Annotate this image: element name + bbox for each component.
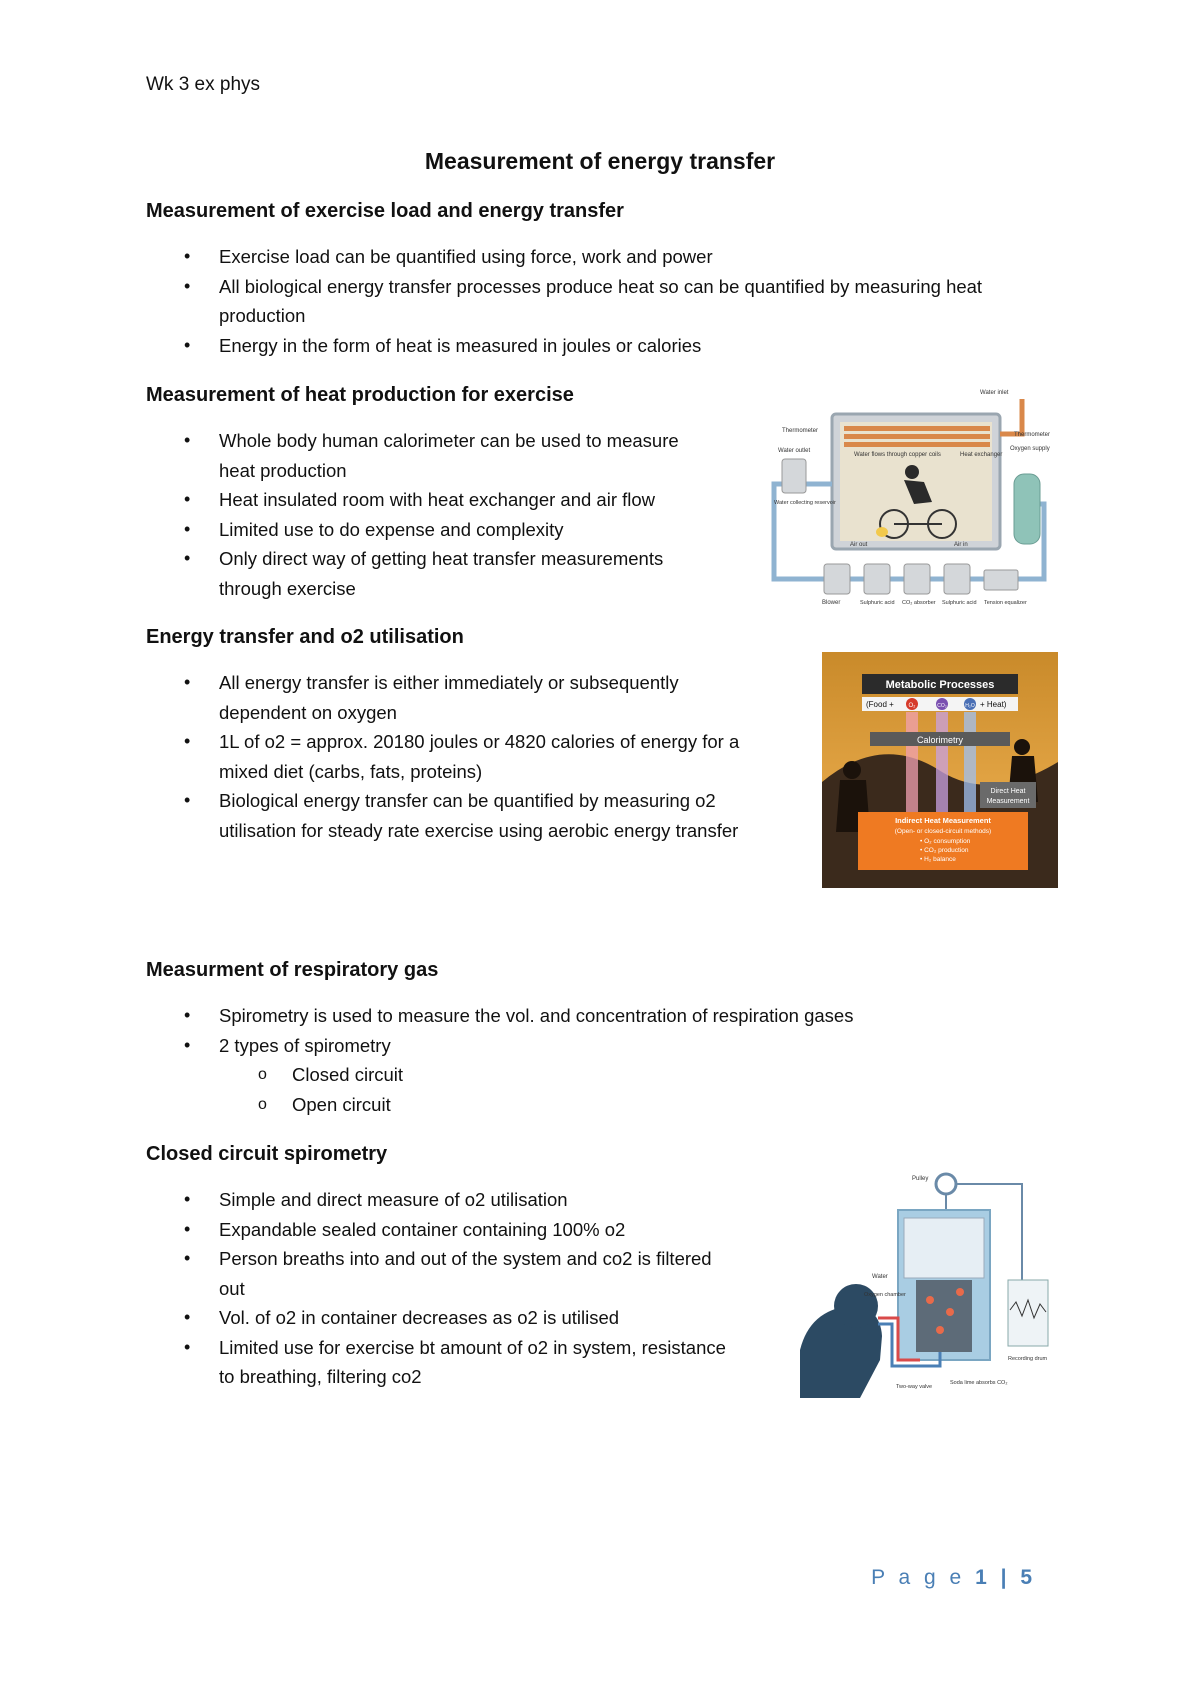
line: All biological energy transfer processes produce heat so can be quantified by measuring heat bbox=[219, 275, 983, 297]
indirect-item: • O₂ consumption bbox=[920, 838, 971, 845]
sub-list-item: o Open circuit bbox=[146, 1090, 1066, 1120]
page-separator: | bbox=[990, 1566, 1021, 1589]
metabolic-processes-figure bbox=[822, 652, 1058, 888]
page-number: 1 bbox=[975, 1566, 991, 1589]
bullet-list bbox=[146, 668, 806, 845]
sub-bullet-list bbox=[146, 1060, 1066, 1119]
cyclist-head bbox=[905, 465, 919, 479]
label: Thermometer bbox=[1014, 432, 1051, 438]
section-heading: Energy transfer and o2 utilisation bbox=[146, 626, 464, 648]
bubble bbox=[946, 1308, 954, 1316]
bubble bbox=[926, 1296, 934, 1304]
label: Soda lime absorbs CO₂ bbox=[950, 1380, 1008, 1386]
label: Blower bbox=[822, 600, 841, 606]
label: Sulphuric acid bbox=[942, 600, 977, 606]
section-heading: Closed circuit spirometry bbox=[146, 1143, 388, 1165]
bubble bbox=[956, 1288, 964, 1296]
line: to breathing, filtering co2 bbox=[219, 1366, 422, 1387]
list-item: • Heat insulated room with heat exchanger and air flow bbox=[146, 485, 746, 515]
indirect-item: • H₂ balance bbox=[920, 856, 956, 863]
list-item bbox=[146, 1244, 786, 1303]
bullet-list bbox=[146, 242, 1066, 360]
canister bbox=[904, 564, 930, 594]
section-closed-circuit bbox=[146, 1139, 786, 1392]
line: through exercise bbox=[219, 577, 356, 599]
list-item bbox=[146, 668, 806, 727]
list-item: • Vol. of o2 in container decreases as o2 is utilised bbox=[146, 1303, 786, 1333]
direct-label: Direct Heat bbox=[990, 788, 1026, 795]
line: heat production bbox=[219, 459, 347, 481]
canister bbox=[944, 564, 970, 594]
label: Thermometer bbox=[782, 428, 819, 434]
section-heat-production bbox=[146, 380, 746, 603]
page-footer bbox=[871, 1566, 1036, 1590]
label: Water collecting reservoir bbox=[774, 500, 836, 506]
equation-heat: + Heat) bbox=[980, 700, 1007, 709]
label: Sulphuric acid bbox=[860, 600, 895, 606]
equation-food: (Food + bbox=[866, 700, 894, 709]
page-total: 5 bbox=[1020, 1566, 1036, 1589]
label: Oxygen chamber bbox=[864, 1292, 906, 1298]
calorimetry-label: Calorimetry bbox=[916, 735, 964, 745]
section-respiratory-gas bbox=[146, 955, 1066, 1119]
line: out bbox=[219, 1277, 245, 1299]
label: CO₂ absorber bbox=[902, 600, 936, 606]
bullet-list bbox=[146, 1001, 1066, 1060]
h2o-label: H₂O bbox=[965, 703, 975, 709]
line: Limited use for exercise bt amount of o2 in system, resistance bbox=[219, 1336, 726, 1358]
equalizer bbox=[984, 570, 1018, 590]
list-item: • Expandable sealed container containing 100% o2 bbox=[146, 1215, 786, 1245]
section-o2-utilisation bbox=[146, 622, 806, 845]
line: Biological energy transfer can be quantified by measuring o2 bbox=[219, 790, 716, 811]
canister bbox=[864, 564, 890, 594]
coil bbox=[844, 434, 990, 439]
list-item bbox=[146, 272, 1066, 331]
list-item bbox=[146, 544, 746, 603]
list-item: • Exercise load can be quantified using force, work and power bbox=[146, 242, 1066, 272]
running-header: Wk 3 ex phys bbox=[146, 74, 261, 95]
bullet-list bbox=[146, 1185, 786, 1392]
line: dependent on oxygen bbox=[219, 701, 397, 723]
line: 1L of o2 = approx. 20180 joules or 4820 calories of energy for a bbox=[219, 731, 740, 752]
line: Person breaths into and out of the system and co2 is filtered bbox=[219, 1248, 712, 1269]
bubble bbox=[936, 1326, 944, 1334]
label: Recording drum bbox=[1008, 1356, 1048, 1362]
label: Water inlet bbox=[980, 390, 1009, 396]
list-item bbox=[146, 1333, 786, 1392]
section-exercise-load bbox=[146, 196, 1066, 360]
sub-list-item: o Closed circuit bbox=[146, 1060, 1066, 1090]
spirometer-figure bbox=[800, 1160, 1062, 1398]
recording-drum bbox=[1008, 1280, 1048, 1346]
list-item: • Limited use to do expense and complexity bbox=[146, 515, 746, 545]
label: Water outlet bbox=[778, 448, 811, 454]
beam bbox=[906, 712, 918, 812]
canister bbox=[824, 564, 850, 594]
figure-title: Metabolic Processes bbox=[885, 679, 995, 691]
glow bbox=[876, 527, 888, 537]
section-heading: Measurement of heat production for exercise bbox=[146, 384, 574, 406]
label: Water bbox=[872, 1274, 888, 1280]
oxygen-tank bbox=[1014, 474, 1040, 544]
line: mixed diet (carbs, fats, proteins) bbox=[219, 760, 483, 782]
list-item: • 2 types of spirometry bbox=[146, 1031, 1066, 1061]
list-item bbox=[146, 727, 806, 786]
line: All energy transfer is either immediately or subsequently bbox=[219, 672, 679, 693]
list-item: • Simple and direct measure of o2 utilisation bbox=[146, 1185, 786, 1215]
list-item bbox=[146, 786, 806, 845]
runner-silhouette bbox=[1014, 739, 1030, 755]
runner-silhouette bbox=[843, 761, 861, 779]
coil bbox=[844, 426, 990, 431]
label: Pulley bbox=[912, 1176, 929, 1182]
reservoir bbox=[782, 459, 806, 493]
line: production bbox=[219, 305, 306, 326]
line: Only direct way of getting heat transfer measurements bbox=[219, 548, 664, 569]
co2-label: CO₂ bbox=[937, 703, 947, 709]
bell bbox=[904, 1218, 984, 1278]
beam bbox=[964, 712, 976, 812]
coil bbox=[844, 442, 990, 447]
line: utilisation for steady rate exercise using aerobic energy transfer bbox=[219, 819, 739, 841]
label: Water flows through copper coils bbox=[854, 452, 941, 458]
label: Tension equalizer bbox=[984, 600, 1027, 606]
page-word: P a g e bbox=[871, 1566, 966, 1589]
indirect-item: • CO₂ production bbox=[920, 847, 969, 854]
indirect-title: Indirect Heat Measurement bbox=[895, 816, 991, 825]
person-head bbox=[834, 1284, 878, 1328]
list-item bbox=[146, 426, 746, 485]
indirect-subtitle: (Open- or closed-circuit methods) bbox=[894, 828, 992, 835]
document-title: Measurement of energy transfer bbox=[424, 148, 776, 174]
label: Heat exchanger bbox=[960, 452, 1003, 458]
label: Two-way valve bbox=[896, 1384, 933, 1390]
o2-label: O₂ bbox=[908, 703, 916, 709]
beam bbox=[936, 712, 948, 812]
label: Oxygen supply bbox=[1010, 446, 1050, 452]
direct-label-2: Measurement bbox=[986, 798, 1030, 805]
bullet-list bbox=[146, 426, 746, 603]
list-item: • Spirometry is used to measure the vol. and concentration of respiration gases bbox=[146, 1001, 1066, 1031]
line: Whole body human calorimeter can be used to measure bbox=[219, 430, 679, 451]
label: Air in bbox=[954, 542, 968, 548]
section-heading: Measurement of exercise load and energy transfer bbox=[146, 200, 624, 222]
section-heading: Measurment of respiratory gas bbox=[146, 959, 439, 981]
list-item: • Energy in the form of heat is measured in joules or calories bbox=[146, 331, 1066, 361]
calorimeter-figure bbox=[764, 384, 1054, 614]
label: Air out bbox=[850, 542, 868, 548]
